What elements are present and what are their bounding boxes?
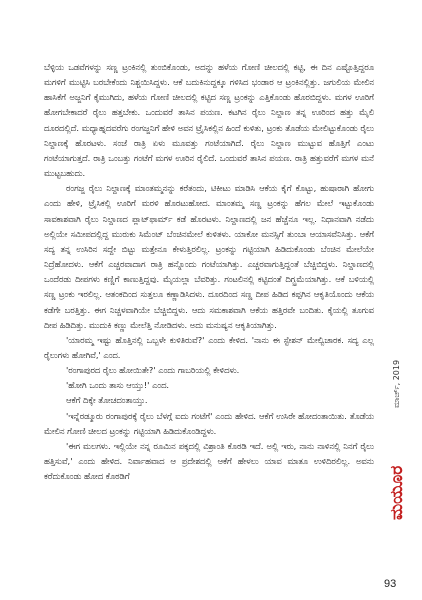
page-number: 93 (384, 578, 397, 590)
issue-date: ಮಾರ್ಚ್, 2019 (392, 359, 401, 408)
paragraph-8: 'ಈಗ ಮಲಗಳು. ಇಲ್ಲಿಯೇ ನನ್ನ ರೂಮಿನ ಪಕ್ಕದಲ್ಲಿ ವಿಶ್ರಾಂತಿ ಕೊಠಡಿ ಇದೆ. ಅಲ್ಲಿ ಇರು, ನಾನು ನಾಳಿನಲ್ಲಿ ನಿನಗೆ ರೈಲು ಹತ್ತಿಸುವೆ,' ಎಂದು ಹೇಳಿದ. ನಿರ್ವಾಹವಾದ ಆ ಪ್ರದೇಶದಲ್ಲಿ ಆಕೆಗೆ ಹೇಳಲು ಯಾವ ಮಾತೂ ಉಳಿದಿರಲಿಲ್ಲ. ಅವನು ಕರೆದುಕೊಂಡು ಹೋದ ಕೊಠಡಿಗೆ (44, 440, 374, 482)
paragraph-1: ಬೆಳ್ಳಿಯ ಒಡವೆಗಳನ್ನು ಸಣ್ಣ ಟ್ರಂಕಿನಲ್ಲಿ ತುಂಬಿಕೊಂಡು, ಅದನ್ನು ಹಳೆಯ ಗೋಣಿ ಚೀಲದಲ್ಲಿ ಕಟ್ಟಿ, ಈ ದಿನ ಎಷ್ಟೊತ್ತಿದ್ದರೂ ಮಗಳಿಗೆ ಮುಟ್ಟಿಸಿ ಬರಬೇಕೆಂದು ನಿಶ್ಚಯಿಸಿದ್ದಳು. ಆಕೆ ಬದುಕಿನುದ್ದಕ್ಕೂ ಗಳಿಸಿದ ಭಂಡಾರ ಆ ಟ್ರಂಕಿನಲ್ಲಿತ್ತು. ಜಗುಲಿಯ ಮೇಲಿನ ಹಾಸಿಕೆಗೆ ಅಜ್ಜನಿಗೆ ಕೈಮುಗಿದು, ಹಳೆಯ ಗೋಣಿ ಚೀಲದಲ್ಲಿ ಕಟ್ಟಿದ ಸಣ್ಣ ಟ್ರಂಕನ್ನು ಎತ್ತಿಕೊಂಡು ಹೊರಬಿದ್ದಳು. ಮಗಳ ಊರಿಗೆ ಹೋಗಬೇಕಾದರೆ ರೈಲು ಹತ್ತಬೇಕು. ಒಂದುವರೆ ತಾಸಿನ ಪಯಣ. ಕಟಗಿನ ರೈಲು ನಿಲ್ದಾಣ ತನ್ನ ಊರಿಂದ ಹತ್ತು ಮೈಲಿ ದೂರದಲ್ಲಿದೆ. ಮಧ್ಯಾಹ್ನದವರೆಗು ರಂಗಜ್ಜನಿಗೆ ಹೇಳಿ ಅವನ ಟ್ರೈಸಿಕಲ್ಲಿನ ಹಿಂದೆ ಕುಳಿತು, ಟ್ರಂಕು ತೊಡೆಯ ಮೇಲಿಟ್ಟುಕೊಂಡು ರೈಲು ನಿಲ್ದಾಣಕ್ಕೆ ಹೊರಟಳು. ಸಂಜೆ ರಾತ್ರಿ ಏಳು ಮೂವತ್ತು ಗಂಟೆಯಾಗಿದೆ. ರೈಲು ನಿಲ್ದಾಣ ಮುಟ್ಟುವ ಹೊತ್ತಿಗೆ ಎಂಟು ಗಂಟೆಯಾಗುತ್ತದೆ. ರಾತ್ರಿ ಒಂಬತ್ತು ಗಂಟೆಗೆ ಮಗಳ ಊರಿನ ರೈಲಿದೆ. ಒಂದುವರೆ ತಾಸಿನ ಪಯಣ. ರಾತ್ರಿ ಹತ್ತುವರೆಗೆ ಮಗಳ ಮನೆ ಮುಟ್ಟಬಹುದು. (44, 62, 374, 179)
paragraph-3: 'ಯಾರಮ್ಮ ಇಷ್ಟು ಹೊತ್ತಿನಲ್ಲಿ ಒಬ್ಬಳೇ ಕುಳಿತಿರುವೆ?' ಎಂದು ಕೇಳಿದ. 'ನಾನು ಈ ಸ್ಟೇಶನ್ ಮೇಲ್ವಿಚಾರಕ. ಸದ್ಯ ಎಲ್ಲ ರೈಲುಗಳು ಹೋಗಿವೆ,' ಎಂದ. (44, 334, 374, 360)
article-body (44, 60, 374, 484)
paragraph-2: ರಂಗಜ್ಜ ರೈಲು ನಿಲ್ದಾಣಕ್ಕೆ ಮಾಂತಮ್ಮನನ್ನು ಕರೆತಂದು, ಟಿಕೀಟು ಮಾಡಿಸಿ ಆಕೆಯ ಕೈಗೆ ಕೊಟ್ಟು, ಹುಷಾರಾಗಿ ಹೋಗು ಎಂದು ಹೇಳಿ, ಟ್ರೈಸಿಕಲ್ಲಿ ಊರಿಗೆ ಮರಳಿ ಹೊರಟುಹೋದ. ಮಾಂತಮ್ಮ ಸಣ್ಣ ಟ್ರಂಕನ್ನು ಹೆಗಲ ಮೇಲೆ ಇಟ್ಟುಕೊಂಡು ಸಾವಕಾಶವಾಗಿ ರೈಲು ನಿಲ್ದಾಣದ ಪ್ಲಾಟ್‌ಫಾರ್ಮ್ ಕಡೆ ಹೊರಟಳು. ನಿಲ್ದಾಣದಲ್ಲಿ ಜನ ಹೆಚ್ಚೆನೂ ಇಲ್ಲ. ನಿಧಾನವಾಗಿ ನಡೆದು ಅಲ್ಲಿಯೇ ಸಮೀಪದಲ್ಲಿದ್ದ ಮುರುಕು ಸಿಮೆಂಟ್ ಬೆಂಚಿನಮೇಲೆ ಕುಳಿತಳು. ಯಾಕೋ ಮನಸ್ಸಿಗೆ ತುಂಬಾ ಆಯಾಸವೆನಿಸಿತ್ತು. ಆಕೆಗೆ ಸದ್ಯ ತನ್ನ ಉಸಿರಿನ ಸದ್ದೇ ಬಿಟ್ಟು ಮತ್ತೇನೂ ಕೇಳುತ್ತಿರಲಿಲ್ಲ. ಟ್ರಂಕನ್ನು ಗಟ್ಟಿಯಾಗಿ ಹಿಡಿದುಕೊಂಡು ಬೆಂಚಿನ ಮೇಲೆಯೇ ನಿದ್ರೆಹೋದಳು. ಆಕೆಗೆ ಎಚ್ಚರವಾದಾಗ ರಾತ್ರಿ ಹನ್ನೊಂದು ಗಂಟೆಯಾಗಿತ್ತು. ಎಚ್ಚರವಾಗುತ್ತಿದ್ದಂತೆ ಬೆಚ್ಚಿಬಿದ್ದಳು. ನಿಲ್ದಾಣದಲ್ಲಿ ಒಂದೆರಡು ದೀಪಗಳು ಕಣ್ಣಿಗೆ ಕಾಣುತ್ತಿದ್ದವು. ಮೈಯಲ್ಲಾ ಬೆವರಿತ್ತು. ಗಂಟಲಿನಲ್ಲಿ ಕಟ್ಟಿದಂತೆ ದಿಗ್ಭ್ರಮೆಯಾಗಿತ್ತು. ಆಕೆ ಬಳಿಯಲ್ಲಿ ಸಣ್ಣ ಟ್ರಂಕು ಇರಲಿಲ್ಲ. ಆತಂಕದಿಂದ ಸುತ್ತಲೂ ಕಣ್ಣಾಡಿಸಿದಳು. ದೂರದಿಂದ ಸಣ್ಣ ದೀಪ ಹಿಡಿದ ಕಪ್ಪಗಿನ ಆಕೃತಿಯೊಂದು ಆಕೆಯ ಕಡೆಗೇ ಬರತ್ತಿತ್ತು. ಈಗ ನಿಚ್ಚಳವಾಗಿಯೇ ಬೆಚ್ಚಿಬಿದ್ದಳು. ಆದು ಸಮಕಾಶವಾಗಿ ಆಕೆಯ ಹತ್ತಿರವೇ ಬಂದಿತು. ಕೈಯಲ್ಲಿ ತೂಗುವ ದೀಪ ಹಿಡಿದಿತ್ತು. ಮುದುಕಿ ಕಣ್ಣು ಮೇಲೆತ್ತಿ ನೋಡಿದಳು. ಅದು ಮನುಷ್ಯನ ಆಕೃತಿಯಾಗಿತ್ತು. (44, 183, 374, 330)
paragraph-4: 'ರಂಗಾಪುರದ ರೈಲು ಹೋಯಿತೇ?' ಎಂದು ಗಾಬರಿಯಲ್ಲಿ ಕೇಳಿದಳು. (66, 365, 240, 376)
paragraph-5: 'ಹೋಗಿ ಒಂದು ತಾಸು ಆಯ್ತು!' ಎಂದ. (66, 380, 170, 391)
magazine-logo: ಮಯೂರ (387, 465, 407, 520)
paragraph-6: ಆಕೆಗೆ ದಿಕ್ಕೇ ತೋಚದಂತಾಯ್ತು. (66, 395, 148, 406)
paragraph-7: 'ಇನ್ನೆರಡ್ಮೂರು ರಂಗಾಪುರಕ್ಕೆ ರೈಲು ಬೆಳಗ್ಗೆ ಐದು ಗಂಟೆಗೆ' ಎಂದು ಹೇಳಿದ. ಆಕೆಗೆ ಉಸಿರೇ ಹೋದಂತಾಯಿತು. ತೊಡೆಯ ಮೇಲಿನ ಗೋಣಿ ಚೀಲದ ಟ್ರಂಕನ್ನು ಗಟ್ಟಿಯಾಗಿ ಹಿಡಿದುಕೊಂಡಿದ್ದಳು. (44, 410, 374, 436)
